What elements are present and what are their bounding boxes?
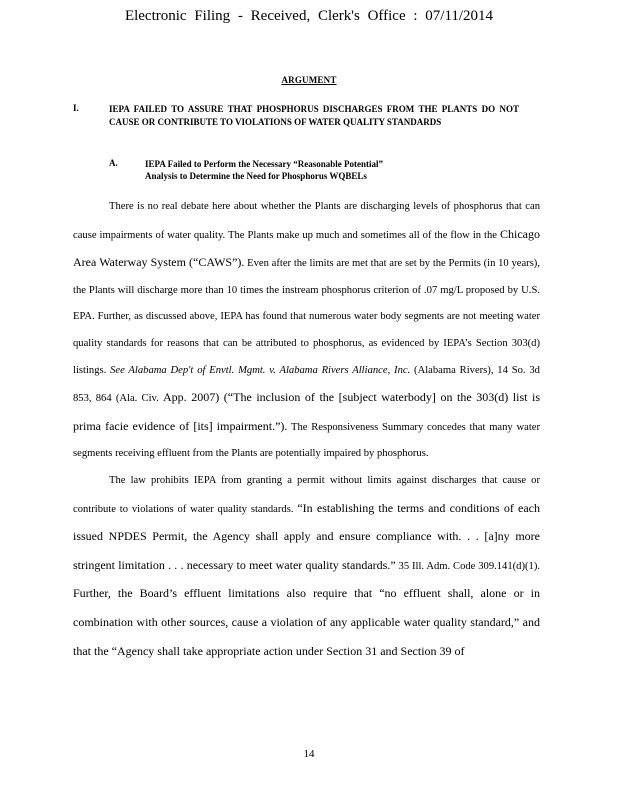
section-number: I. [73,103,79,113]
paragraph-1-text-b: Even after the limits are met that are set by the Permits (in 10 years), the Plants will discharge more than 10 times the instream phosphorus criterion of .07 mg/L proposed by U.S. EPA. Further, as discussed above, IEPA has found that numerous water body segments are not meeting water quality standards for reasons that can be attributed to phosphorus, as evidenced by IEPA’s Section 303(d) listings. [73,258,540,376]
npdes-quote: “In establishing the terms and conditions of each issued NPDES Permit, the Agency shall apply and ensure compliance with. . . [a]ny more stringent limitation . . . necessary to meet water quality standards.” [73,500,540,572]
app-citation: App. 2007) [163,390,220,405]
caws-name: Chicago Area Waterway System (“CAWS”). [73,226,540,270]
paragraph-1-text-a: There is no real debate here about whether the Plants are discharging levels of phosphorus that can cause impairments of water quality. The Plants make up much and sometimes all of the flow in the [73,201,540,241]
case-citation: See Alabama Dep't of Envtl. Mgmt. v. Alabama Rivers Alliance, Inc. [110,364,411,376]
paragraph-1-text-d: The Responsiveness Summary concedes that many water segments receiving effluent from the Plants are potentially impaired by phosphorus. [73,421,541,460]
paragraph-2-text-b: 35 Ill. Adm. Code 309.141(d)(1). [395,560,541,572]
paragraph-1 [73,194,540,468]
paragraph-2-text-a: The law prohibits IEPA from granting a permit without limits against discharges that cause or contribute to violations of water quality standards. [73,474,540,515]
argument-heading: ARGUMENT [281,75,337,85]
paragraph-2-text-c: Further, the Board’s effluent limitations also require that “no effluent shall, alone or in combination with other sources, cause a violation of any applicable water quality standard,” and that the “Agency shall take appropriate action under Section 31 and Section 39 of [73,586,540,658]
subsection-letter: A. [109,158,118,168]
body-text [73,194,540,666]
filing-stamp: Electronic Filing - Received, Clerk's Office : 07/11/2014 [124,8,494,24]
page-number: 14 [303,748,315,760]
impairment-quote: (“The inclusion of the [subject waterbody] on the 303(d) list is prima facie evidence of [its] impairment.”). [73,390,541,433]
paragraph-1-text-c: (Alabama Rivers), 14 So. 3d 853, 864 (Ala. Civ. [73,364,540,405]
section-title: IEPA FAILED TO ASSURE THAT PHOSPHORUS DISCHARGES FROM THE PLANTS DO NOT CAUSE OR CONTRIBUTE TO VIOLATIONS OF WATER QUALITY STANDARDS [109,104,519,127]
paragraph-2 [73,468,540,666]
subsection-title: IEPA Failed to Perform the Necessary “Reasonable Potential” Analysis to Determine the Need for Phosphorus WQBELs [145,159,384,181]
